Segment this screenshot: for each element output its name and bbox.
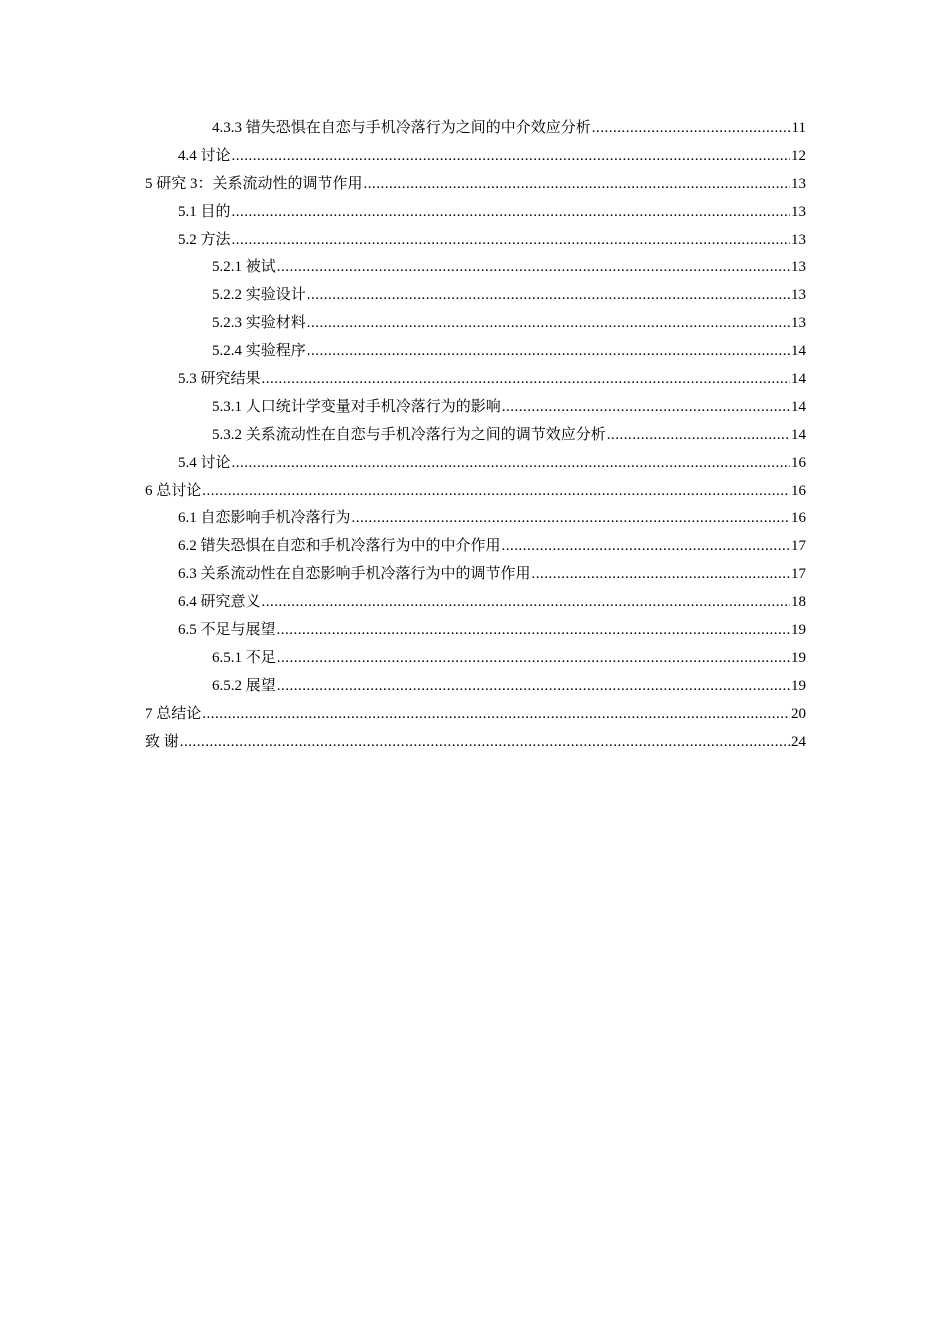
toc-entry-page-number: 14 bbox=[791, 398, 806, 415]
toc-entry-title: 6.3 关系流动性在自恋影响手机冷落行为中的调节作用 bbox=[178, 566, 531, 583]
toc-entry[interactable] bbox=[145, 645, 806, 673]
toc-entry[interactable] bbox=[145, 394, 806, 422]
toc-entry[interactable] bbox=[145, 310, 806, 338]
toc-dot-leader bbox=[277, 673, 790, 701]
toc-entry[interactable] bbox=[145, 505, 806, 533]
toc-entry-title: 5.2.3 实验材料 bbox=[212, 315, 306, 332]
toc-entry[interactable] bbox=[145, 115, 806, 143]
toc-entry-page-number: 11 bbox=[791, 120, 806, 136]
toc-entry-title: 6.2 错失恐惧在自恋和手机冷落行为中的中介作用 bbox=[178, 538, 501, 555]
toc-entry-page-number: 20 bbox=[791, 705, 806, 722]
toc-entry[interactable] bbox=[145, 729, 806, 757]
toc-dot-leader bbox=[202, 478, 790, 506]
toc-dot-leader bbox=[277, 645, 790, 673]
toc-entry-page-number: 13 bbox=[791, 287, 806, 304]
toc-dot-leader bbox=[232, 143, 790, 171]
toc-entry-title: 5.4 讨论 bbox=[178, 454, 231, 471]
toc-dot-leader bbox=[592, 115, 791, 143]
toc-entry-page-number: 12 bbox=[791, 147, 806, 164]
toc-entry-page-number: 16 bbox=[791, 510, 806, 527]
toc-entry-title: 4.3.3 错失恐惧在自恋与手机冷落行为之间的中介效应分析 bbox=[212, 120, 591, 136]
toc-dot-leader bbox=[180, 729, 790, 757]
toc-entry-page-number: 13 bbox=[791, 259, 806, 276]
toc-entry-title: 6.5 不足与展望 bbox=[178, 622, 276, 639]
toc-entry-page-number: 14 bbox=[791, 371, 806, 388]
toc-entry-page-number: 17 bbox=[791, 538, 806, 555]
toc-entry[interactable] bbox=[145, 227, 806, 255]
toc-entry-title: 6.4 研究意义 bbox=[178, 594, 261, 611]
toc-entry-title: 7 总结论 bbox=[145, 705, 202, 722]
toc-entry-title: 5.3.1 人口统计学变量对手机冷落行为的影响 bbox=[212, 398, 501, 415]
toc-entry-page-number: 19 bbox=[791, 677, 806, 694]
toc-dot-leader bbox=[232, 450, 790, 478]
toc-entry[interactable] bbox=[145, 199, 806, 227]
toc-entry-title: 6.1 自恋影响手机冷落行为 bbox=[178, 510, 351, 527]
table-of-contents bbox=[145, 115, 806, 756]
toc-dot-leader bbox=[532, 561, 790, 589]
toc-entry[interactable] bbox=[145, 450, 806, 478]
toc-dot-leader bbox=[307, 338, 790, 366]
toc-dot-leader bbox=[364, 171, 790, 199]
toc-dot-leader bbox=[502, 533, 790, 561]
toc-entry-page-number: 14 bbox=[791, 343, 806, 360]
toc-entry-page-number: 24 bbox=[791, 733, 806, 750]
toc-entry-page-number: 13 bbox=[791, 231, 806, 248]
toc-entry-title: 6.5.1 不足 bbox=[212, 649, 276, 666]
toc-entry[interactable] bbox=[145, 673, 806, 701]
toc-entry[interactable] bbox=[145, 589, 806, 617]
toc-entry-page-number: 16 bbox=[791, 454, 806, 471]
toc-dot-leader bbox=[277, 254, 790, 282]
toc-entry[interactable] bbox=[145, 338, 806, 366]
toc-entry[interactable] bbox=[145, 617, 806, 645]
toc-entry-title: 5 研究 3：关系流动性的调节作用 bbox=[145, 175, 363, 192]
toc-entry[interactable] bbox=[145, 422, 806, 450]
toc-dot-leader bbox=[502, 394, 790, 422]
toc-dot-leader bbox=[232, 199, 790, 227]
toc-entry-page-number: 13 bbox=[791, 315, 806, 332]
toc-entry-page-number: 19 bbox=[791, 649, 806, 666]
toc-entry-page-number: 19 bbox=[791, 622, 806, 639]
toc-entry[interactable] bbox=[145, 254, 806, 282]
toc-dot-leader bbox=[262, 366, 790, 394]
toc-entry[interactable] bbox=[145, 171, 806, 199]
toc-entry-page-number: 13 bbox=[791, 175, 806, 192]
toc-entry-title: 5.2.4 实验程序 bbox=[212, 343, 306, 360]
toc-dot-leader bbox=[262, 589, 790, 617]
toc-entry[interactable] bbox=[145, 533, 806, 561]
toc-entry[interactable] bbox=[145, 282, 806, 310]
toc-entry-title: 5.3 研究结果 bbox=[178, 371, 261, 388]
toc-dot-leader bbox=[232, 227, 790, 255]
toc-dot-leader bbox=[607, 422, 790, 450]
toc-entry-page-number: 16 bbox=[791, 482, 806, 499]
toc-entry[interactable] bbox=[145, 143, 806, 171]
toc-entry-title: 致 谢 bbox=[145, 733, 179, 750]
toc-entry[interactable] bbox=[145, 366, 806, 394]
toc-entry-page-number: 14 bbox=[791, 426, 806, 443]
toc-entry-page-number: 13 bbox=[791, 203, 806, 220]
toc-entry-title: 5.1 目的 bbox=[178, 203, 231, 220]
toc-entry-title: 5.2.2 实验设计 bbox=[212, 287, 306, 304]
toc-entry[interactable] bbox=[145, 561, 806, 589]
toc-dot-leader bbox=[202, 701, 790, 729]
toc-entry-title: 6.5.2 展望 bbox=[212, 677, 276, 694]
toc-entry[interactable] bbox=[145, 478, 806, 506]
toc-entry[interactable] bbox=[145, 701, 806, 729]
toc-dot-leader bbox=[277, 617, 790, 645]
toc-entry-title: 5.2 方法 bbox=[178, 231, 231, 248]
toc-dot-leader bbox=[307, 310, 790, 338]
toc-entry-page-number: 17 bbox=[791, 566, 806, 583]
toc-entry-page-number: 18 bbox=[791, 594, 806, 611]
toc-entry-title: 6 总讨论 bbox=[145, 482, 202, 499]
toc-dot-leader bbox=[352, 505, 790, 533]
toc-entry-title: 5.3.2 关系流动性在自恋与手机冷落行为之间的调节效应分析 bbox=[212, 426, 606, 443]
toc-entry-title: 5.2.1 被试 bbox=[212, 259, 276, 276]
toc-entry-title: 4.4 讨论 bbox=[178, 147, 231, 164]
toc-dot-leader bbox=[307, 282, 790, 310]
